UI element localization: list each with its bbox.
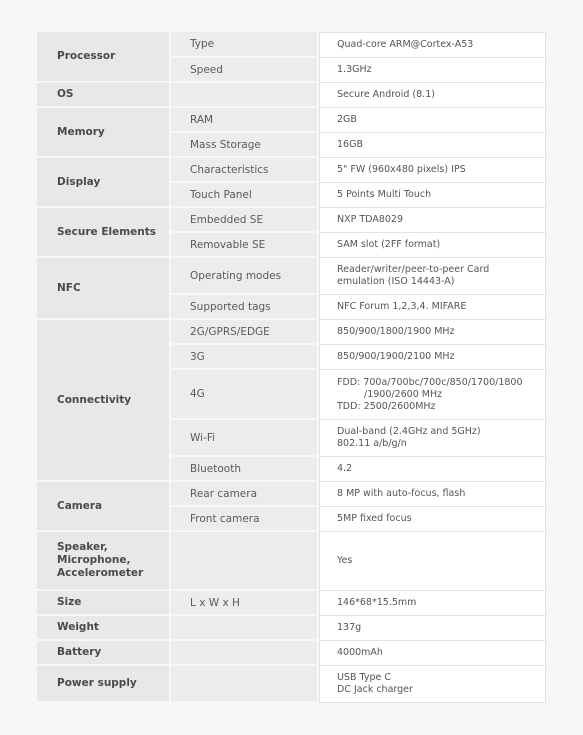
value-line: Dual-band (2.4GHz and 5GHz)	[337, 426, 481, 437]
value-dimensions: 146*68*15.5mm	[319, 591, 546, 616]
category-weight: Weight	[37, 616, 171, 641]
category-nfc: NFC	[37, 258, 171, 320]
value-front-camera: 5MP fixed focus	[319, 507, 546, 532]
value-type: Quad-core ARM@Cortex-A53	[319, 32, 546, 58]
category-sensors	[37, 532, 171, 591]
category-os: OS	[37, 83, 171, 108]
attr-os	[171, 83, 319, 108]
attr-battery	[171, 641, 319, 666]
attr-sensors	[171, 532, 319, 591]
category-line: Accelerometer	[57, 567, 144, 579]
attr-2g: 2G/GPRS/EDGE	[171, 320, 319, 345]
table-row	[37, 482, 546, 507]
attr-front-camera: Front camera	[171, 507, 319, 532]
table-row	[37, 208, 546, 233]
category-size: Size	[37, 591, 171, 616]
attr-ram: RAM	[171, 108, 319, 133]
category-display: Display	[37, 158, 171, 208]
value-removable-se: SAM slot (2FF format)	[319, 233, 546, 258]
attr-operating-modes: Operating modes	[171, 258, 319, 295]
attr-rear-camera: Rear camera	[171, 482, 319, 507]
value-weight: 137g	[319, 616, 546, 641]
category-processor: Processor	[37, 32, 171, 83]
attr-3g: 3G	[171, 345, 319, 370]
category-line: Microphone,	[57, 554, 131, 566]
table-row	[37, 591, 546, 616]
table-row	[37, 666, 546, 703]
category-memory: Memory	[37, 108, 171, 158]
category-secure-elements: Secure Elements	[37, 208, 171, 258]
value-line: Reader/writer/peer-to-peer Card	[337, 264, 490, 275]
table-row	[37, 258, 546, 295]
value-line: /1900/2600 MHz	[364, 388, 443, 400]
spec-table	[37, 32, 546, 703]
attr-bluetooth: Bluetooth	[171, 457, 319, 482]
value-embedded-se: NXP TDA8029	[319, 208, 546, 233]
table-row	[37, 108, 546, 133]
value-line: DC Jack charger	[337, 684, 413, 695]
value-2g: 850/900/1800/1900 MHz	[319, 320, 546, 345]
table-row	[37, 532, 546, 591]
value-speed: 1.3GHz	[319, 58, 546, 83]
value-line: 802.11 a/b/g/n	[337, 438, 407, 449]
attr-4g: 4G	[171, 370, 319, 420]
category-connectivity: Connectivity	[37, 320, 171, 482]
attr-weight	[171, 616, 319, 641]
value-line: FDD: 700a/700bc/700c/850/1700/1800	[337, 376, 523, 388]
value-rear-camera: 8 MP with auto-focus, flash	[319, 482, 546, 507]
attr-characteristics: Characteristics	[171, 158, 319, 183]
value-ram: 2GB	[319, 108, 546, 133]
value-bluetooth: 4.2	[319, 457, 546, 482]
attr-power-supply	[171, 666, 319, 703]
value-line: emulation (ISO 14443-A)	[337, 276, 455, 287]
category-camera: Camera	[37, 482, 171, 532]
table-row	[37, 83, 546, 108]
value-operating-modes	[319, 258, 546, 295]
value-4g	[319, 370, 546, 420]
value-characteristics: 5" FW (960x480 pixels) IPS	[319, 158, 546, 183]
value-wifi	[319, 420, 546, 457]
attr-removable-se: Removable SE	[171, 233, 319, 258]
attr-touch-panel: Touch Panel	[171, 183, 319, 208]
table-row	[37, 32, 546, 58]
attr-supported-tags: Supported tags	[171, 295, 319, 320]
value-line: USB Type C	[337, 672, 391, 683]
table-row	[37, 641, 546, 666]
attr-mass-storage: Mass Storage	[171, 133, 319, 158]
value-os: Secure Android (8.1)	[319, 83, 546, 108]
value-touch-panel: 5 Points Multi Touch	[319, 183, 546, 208]
table-row	[37, 320, 546, 345]
value-supported-tags: NFC Forum 1,2,3,4. MIFARE	[319, 295, 546, 320]
value-mass-storage: 16GB	[319, 133, 546, 158]
table-row	[37, 158, 546, 183]
attr-type: Type	[171, 32, 319, 58]
value-power-supply	[319, 666, 546, 703]
value-battery: 4000mAh	[319, 641, 546, 666]
attr-embedded-se: Embedded SE	[171, 208, 319, 233]
value-sensors: Yes	[319, 532, 546, 591]
value-3g: 850/900/1900/2100 MHz	[319, 345, 546, 370]
category-line: Speaker,	[57, 541, 108, 553]
attr-dimensions: L x W x H	[171, 591, 319, 616]
category-power-supply: Power supply	[37, 666, 171, 703]
value-line: TDD: 2500/2600MHz	[337, 400, 436, 412]
table-row	[37, 616, 546, 641]
attr-speed: Speed	[171, 58, 319, 83]
attr-wifi: Wi-Fi	[171, 420, 319, 457]
category-battery: Battery	[37, 641, 171, 666]
